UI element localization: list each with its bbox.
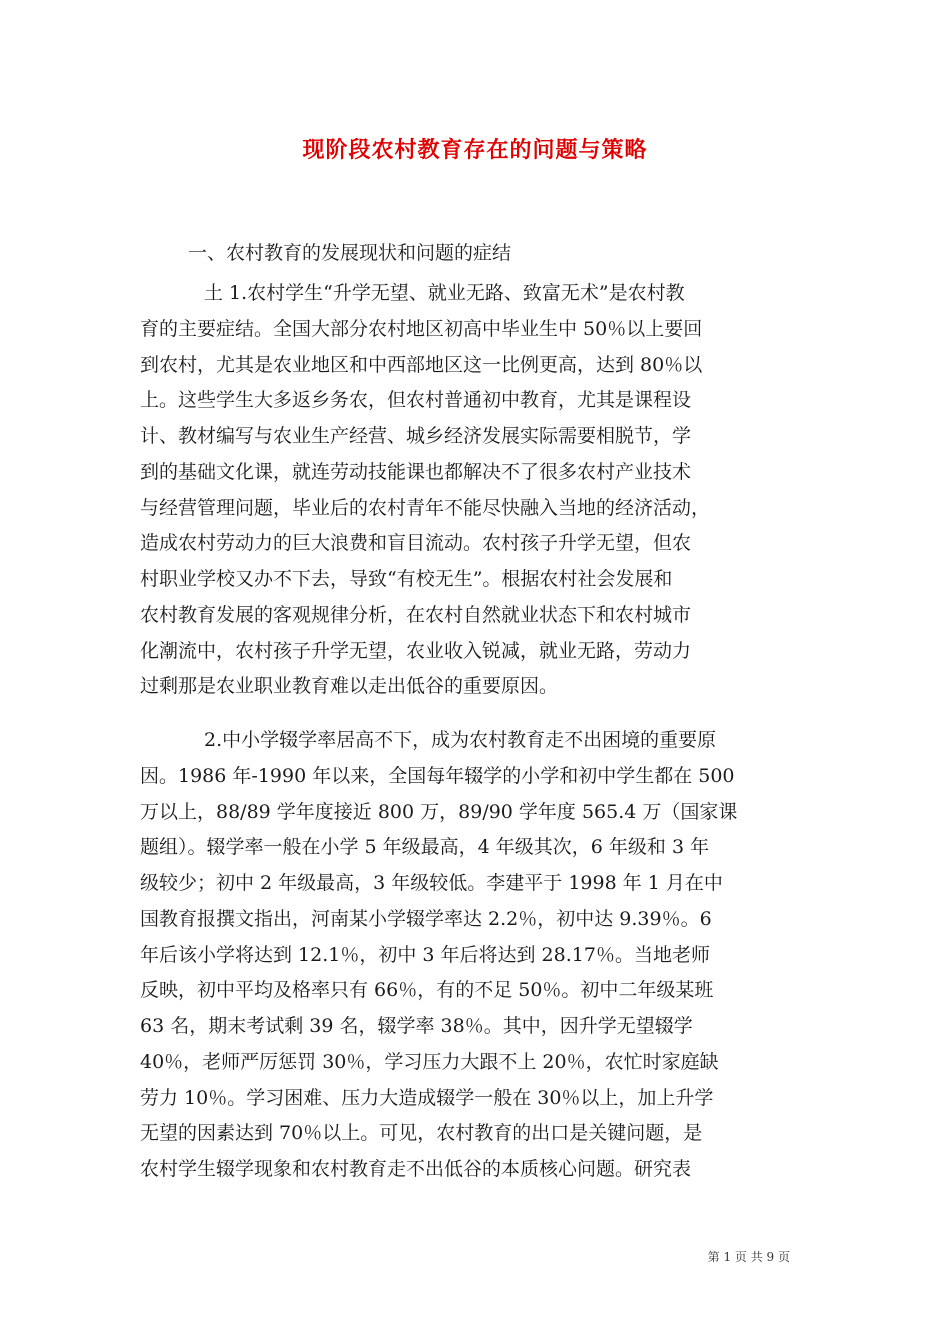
paragraph-line: 反映，初中平均及格率只有 66％，有的不足 50％。初中二年级某班	[140, 979, 714, 1002]
paragraph-line: 无望的因素达到 70％以上。可见，农村教育的出口是关键问题，是	[140, 1122, 703, 1145]
page-number-footer: 第 1 页 共 9 页	[707, 1250, 790, 1264]
paragraph-line: 造成农村劳动力的巨大浪费和盲目流动。农村孩子升学无望，但农	[140, 532, 692, 555]
paragraph-line: 2.中小学辍学率居高不下，成为农村教育走不出困境的重要原	[204, 729, 717, 751]
paragraph-line: 到农村，尤其是农业地区和中西部地区这一比例更高，达到 80％以	[140, 353, 703, 376]
paragraph-line: 年后该小学将达到 12.1％，初中 3 年后将达到 28.17％。当地老师	[140, 943, 710, 966]
paragraph-line: 万以上，88/89 学年度接近 800 万，89/90 学年度 565.4 万（国家课	[140, 800, 738, 823]
paragraph-line: 题组）。辍学率一般在小学 5 年级最高，4 年级其次，6 年级和 3 年	[140, 836, 710, 859]
paragraph-line: 农村学生辍学现象和农村教育走不出低谷的本质核心问题。研究表	[140, 1158, 692, 1180]
paragraph-line: 与经营管理问题，毕业后的农村青年不能尽快融入当地的经济活动，	[140, 496, 711, 519]
paragraph-line: 化潮流中，农村孩子升学无望，农业收入锐减，就业无路，劳动力	[140, 639, 692, 662]
paragraph-line: 因。1986 年-1990 年以来，全国每年辍学的小学和初中学生都在 500	[140, 764, 735, 787]
paragraph-line: 土 1.农村学生“升学无望、就业无路、致富无术”是农村教	[204, 282, 685, 304]
paragraph-line: 级较少；初中 2 年级最高，3 年级较低。李建平于 1998 年 1 月在中	[140, 872, 723, 894]
paragraph-line: 63 名，期末考试剩 39 名，辍学率 38％。其中，因升学无望辍学	[140, 1015, 693, 1037]
paragraph-2	[140, 723, 810, 1188]
paragraph-line: 农村教育发展的客观规律分析，在农村自然就业状态下和农村城市	[140, 603, 692, 626]
paragraph-line: 劳力 10％。学习困难、压力大造成辍学一般在 30％以上，加上升学	[140, 1086, 714, 1109]
paragraph-line: 到的基础文化课，就连劳动技能课也都解决不了很多农村产业技术	[140, 460, 692, 483]
paragraph-line: 过剩那是农业职业教育难以走出低谷的重要原因。	[140, 675, 559, 698]
paragraph-line: 计、教材编写与农业生产经营、城乡经济发展实际需要相脱节，学	[140, 425, 692, 447]
paragraph-line: 国教育报撰文指出，河南某小学辍学率达 2.2％，初中达 9.39％。6	[140, 907, 712, 930]
section-heading: 一、农村教育的发展现状和问题的症结	[188, 242, 512, 264]
paragraph-line: 村职业学校又办不下去，导致“有校无生”。根据农村社会发展和	[140, 568, 673, 590]
paragraph-line: 上。这些学生大多返乡务农，但农村普通初中教育，尤其是课程设	[140, 389, 692, 412]
paragraph-line: 育的主要症结。全国大部分农村地区初高中毕业生中 50％以上要回	[140, 317, 703, 340]
document-title: 现阶段农村教育存在的问题与策略	[302, 137, 648, 163]
paragraph-line: 40％，老师严厉惩罚 30％，学习压力大跟不上 20％，农忙时家庭缺	[140, 1050, 719, 1073]
paragraph-1	[140, 276, 810, 705]
